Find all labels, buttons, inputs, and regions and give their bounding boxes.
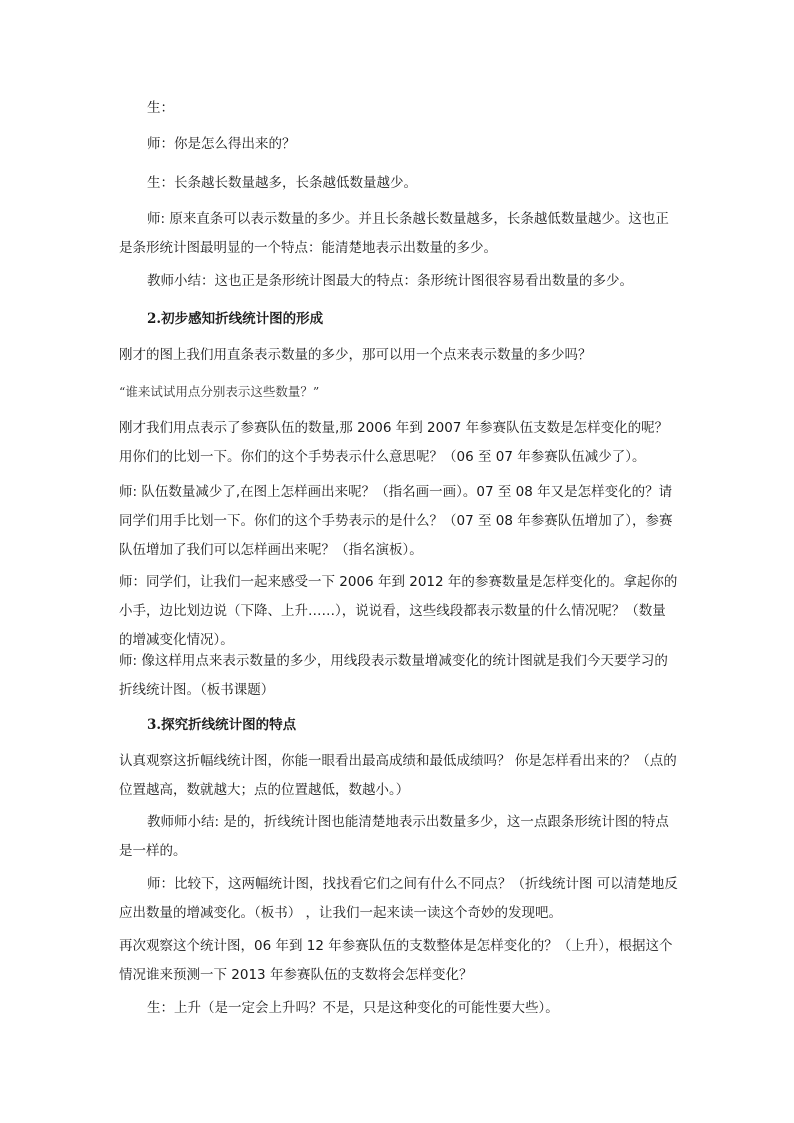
student-answer-2: 生：长条越长数量越多，长条越低数量越少。 xyxy=(147,175,417,191)
teacher-question-1: 师：你是怎么得出来的？ xyxy=(147,136,296,152)
paragraph-predict-2013: 再次观察这个统计图，06 年到 12 年参赛队伍的支数整体是怎样变化的？（上升），根据这个情况谁来预测一下 2013 年参赛队伍的支数将会怎样变化？ xyxy=(119,938,673,983)
paragraph-2006-2007: 刚才我们用点表示了参赛队伍的数量,那 2006 年到 2007 年参赛队伍支数是怎样变化的呢？用你们的比划一下。你们的这个手势表示什么意思呢？（06 至 07 年参赛队伍减少了）。 xyxy=(119,420,669,465)
teacher-summary-2: 教师师小结: 是的，折线统计图也能清楚地表示出数量多少，这一点跟条形统计图的特点是一样的。 xyxy=(119,814,669,859)
student-answer-3: 生：上升（是一定会上升吗？不是，只是这种变化的可能性要大些）。 xyxy=(147,1000,559,1016)
student-answer-1: 生： xyxy=(147,100,174,116)
paragraph-observe-chart: 认真观察这折幅线统计图，你能一眼看出最高成绩和最低成绩吗？ 你是怎样看出来的？（点的位置越高，数就越大；点的位置越低，数越小。） xyxy=(119,753,677,798)
paragraph-teams-decrease: 师: 队伍数量减少了,在图上怎样画出来呢？（指名画一画）。07 至 08 年又是怎样变化的？请同学们用手比划一下。你们的这个手势表示的是什么？（07 至 08 年参赛队伍增加了），参赛队伍增加了我们可以怎样画出来呢？（指名演板）。 xyxy=(119,484,673,558)
paragraph-question-dots: 刚才的图上我们用直条表示数量的多少，那可以用一个点来表示数量的多少吗？ xyxy=(119,347,592,363)
teacher-compare: 师：比较下，这两幅统计图，找找看它们之间有什么不同点？（折线统计图 可以清楚地反应出数量的增减变化。（板书） ，让我们一起来读一读这个奇妙的发现吧。 xyxy=(119,876,678,921)
section-heading-2: 2.初步感知折线统计图的形成 xyxy=(147,311,324,327)
quote-line: “谁来试试用点分别表示这些数量？” xyxy=(119,384,320,399)
section-heading-3: 3.探究折线统计图的特点 xyxy=(147,717,297,733)
teacher-statement-1: 师: 原来直条可以表示数量的多少。并且长条越长数量越多，长条越低数量越少。这也正是条形统计图最明显的一个特点：能清楚地表示出数量的多少。 xyxy=(119,211,669,256)
teacher-summary-1: 教师小结：这也正是条形统计图最大的特点：条形统计图很容易看出数量的多少。 xyxy=(147,273,633,289)
paragraph-feel-change: 师：同学们，让我们一起来感受一下 2006 年到 2012 年的参赛数量是怎样变化的。拿起你的小手，边比划边说（下降、上升……），说说看，这些线段都表示数量的什么情况呢？（数量的增减变化情况）。 xyxy=(119,574,678,648)
paragraph-line-chart-definition: 师: 像这样用点来表示数量的多少，用线段表示数量增减变化的统计图就是我们今天要学习的折线统计图。（板书课题） xyxy=(119,653,668,698)
